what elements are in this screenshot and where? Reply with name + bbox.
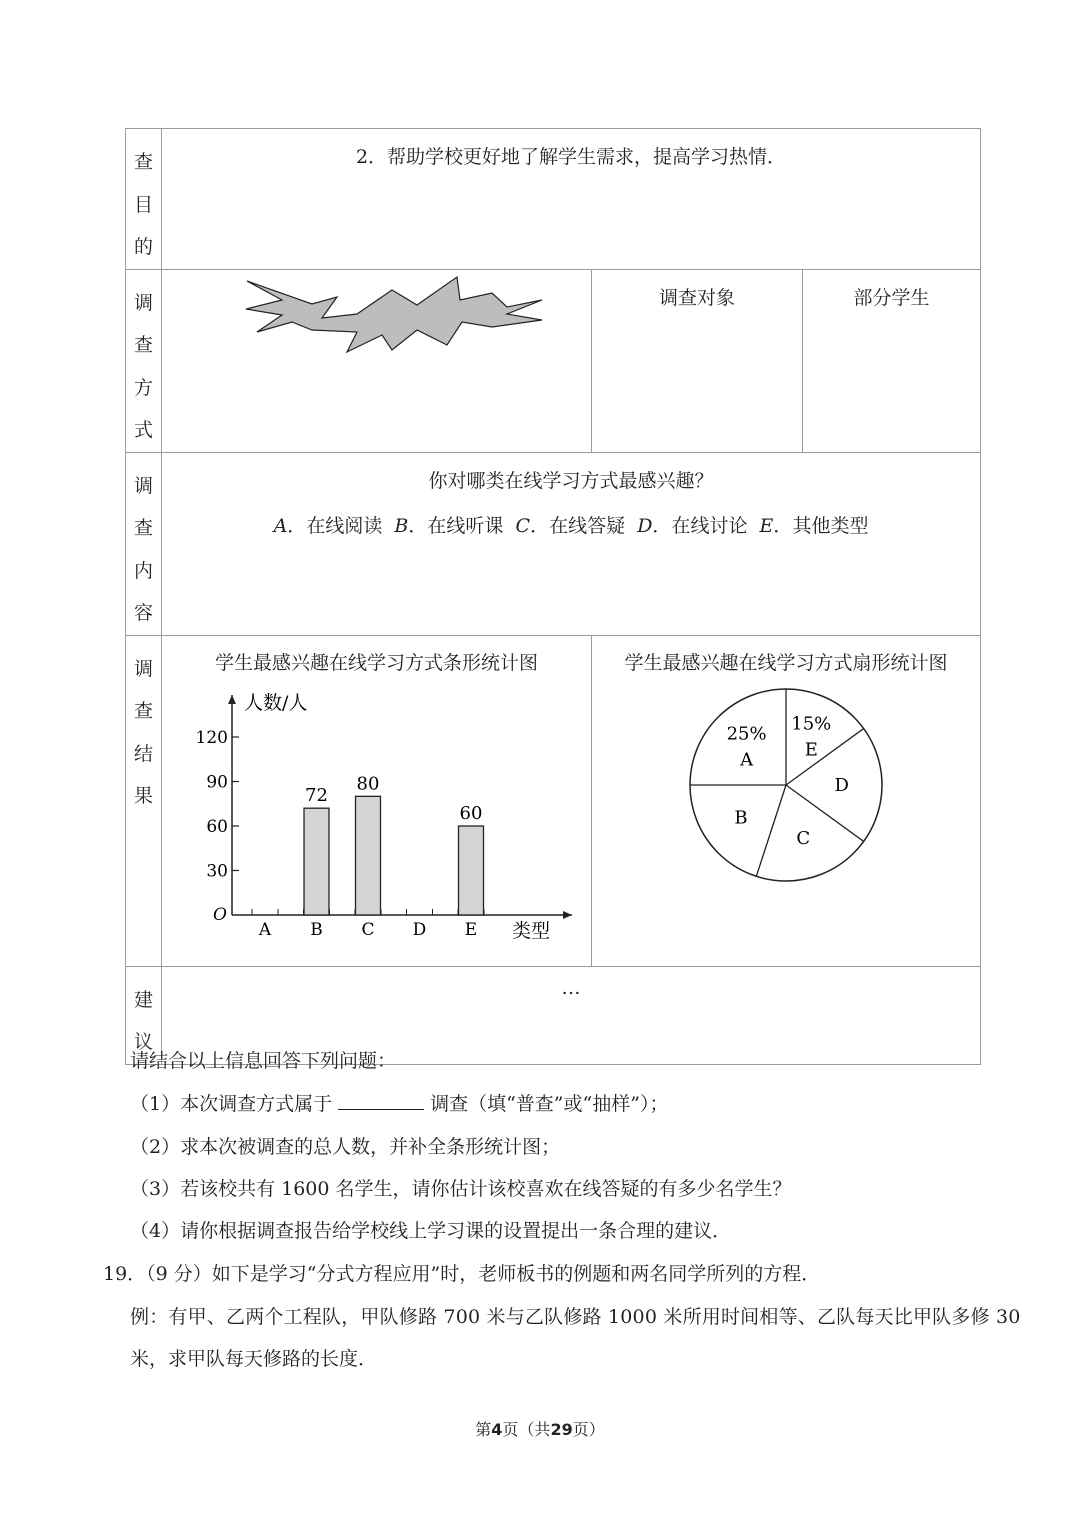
label-char: 的 xyxy=(133,236,153,258)
label-char: 查 xyxy=(133,517,153,539)
bar-chart xyxy=(162,675,592,955)
option-text: 其他类型 xyxy=(792,514,869,537)
options-line: A．在线阅读 B．在线听课 C．在线答疑 D．在线讨论 E．其他类型 xyxy=(273,514,869,537)
obscured-cell xyxy=(162,269,592,452)
purpose-text: 2．帮助学校更好地了解学生需求，提高学习热情． xyxy=(355,146,787,168)
row-label-method xyxy=(126,269,162,452)
row-method xyxy=(126,269,981,452)
y-tick-label: 60 xyxy=(206,816,228,837)
label-char: 式 xyxy=(133,419,153,441)
label-char: 查 xyxy=(133,334,153,356)
question-4: （4）请你根据调查报告给学校线上学习课的设置提出一条合理的建议． xyxy=(130,1220,732,1242)
row-results xyxy=(126,635,981,966)
questions-intro: 请结合以上信息回答下列问题： xyxy=(130,1050,397,1072)
label-char: 方 xyxy=(133,376,153,399)
x-tick-label: B xyxy=(310,919,323,940)
option-letter: E xyxy=(759,514,774,537)
suggestion-text: … xyxy=(561,976,581,999)
bar-B xyxy=(304,808,329,915)
y-tick-label: 30 xyxy=(206,861,228,881)
option-text: 在线听课 xyxy=(427,514,504,537)
example-line-1: 例：有甲、乙两个工程队，甲队修路 700 米与乙队修路 1000 米所用时间相等、乙队每天比甲队多修 30 xyxy=(130,1306,1021,1328)
bar-chart-cell xyxy=(162,635,592,966)
question-2: （2）求本次被调查的总人数，并补全条形统计图； xyxy=(130,1136,561,1158)
slice-label-A: A xyxy=(740,749,754,771)
option-text: 在线阅读 xyxy=(306,514,383,537)
origin-label: O xyxy=(213,904,227,925)
slice-label-C: C xyxy=(796,827,811,849)
footer-page-number: 4 xyxy=(491,1420,503,1439)
row-content xyxy=(126,452,981,635)
example-line-2: 米，求甲队每天修路的长度． xyxy=(130,1348,378,1370)
vertical-label xyxy=(126,270,161,452)
label-char: 查 xyxy=(133,151,153,173)
footer-total-pages: 29 xyxy=(550,1420,573,1439)
option-letter: C xyxy=(515,514,531,537)
option-text: 在线讨论 xyxy=(671,514,748,537)
label-char: 容 xyxy=(133,602,153,624)
bar-data-label: 60 xyxy=(459,802,483,824)
answer-blank[interactable] xyxy=(338,1091,424,1110)
question-3: （3）若该校共有 1600 名学生，请你估计该校喜欢在线答疑的有多少名学生？ xyxy=(130,1178,792,1200)
row-label-purpose xyxy=(126,129,162,270)
option-letter: D xyxy=(637,514,653,537)
footer-suffix: 页） xyxy=(572,1420,605,1439)
pie-chart-title: 学生最感兴趣在线学习方式扇形统计图 xyxy=(624,651,948,674)
x-tick-label: D xyxy=(412,919,427,940)
x-axis-arrow xyxy=(563,911,572,919)
x-axis-label: 类型 xyxy=(512,919,551,942)
question-1 xyxy=(130,1089,668,1116)
question-1-before: （1）本次调查方式属于 xyxy=(130,1093,333,1115)
option-letter: A xyxy=(273,514,288,537)
survey-table xyxy=(125,128,981,1065)
y-axis-arrow xyxy=(228,695,236,704)
x-tick-label: C xyxy=(361,919,375,940)
vertical-label xyxy=(126,453,161,635)
row-purpose xyxy=(126,129,981,270)
object-label: 调查对象 xyxy=(658,286,735,309)
option-text: 在线答疑 xyxy=(549,514,626,537)
label-char: 议 xyxy=(133,1031,153,1053)
slice-label-D: D xyxy=(834,774,849,796)
label-char: 建 xyxy=(133,988,153,1011)
x-tick-label: A xyxy=(258,919,272,940)
label-char: 调 xyxy=(133,291,153,314)
question-1-after: 调查（填“普查”或“抽样”）； xyxy=(430,1093,669,1115)
vertical-label xyxy=(126,636,161,818)
bar-data-label: 80 xyxy=(356,772,380,794)
label-char: 果 xyxy=(133,785,153,807)
bar-E xyxy=(459,826,484,915)
survey-question: 你对哪类在线学习方式最感兴趣？ xyxy=(428,469,714,492)
slice-percent-A: 25% xyxy=(726,723,767,745)
pie-chart xyxy=(592,675,981,955)
slice-label-E: E xyxy=(804,738,818,760)
slice-percent-E: 15% xyxy=(791,712,832,734)
label-char: 查 xyxy=(133,700,153,722)
object-value: 部分学生 xyxy=(853,286,930,309)
page-footer xyxy=(0,1417,1080,1440)
label-char: 目 xyxy=(133,193,153,216)
footer-prefix: 第 xyxy=(475,1420,492,1439)
y-tick-label: 90 xyxy=(206,772,228,792)
footer-mid: 页（共 xyxy=(502,1420,551,1439)
y-tick-label: 120 xyxy=(195,727,228,748)
question-19: 19．（9 分）如下是学习“分式方程应用”时，老师板书的例题和两名同学所列的方程． xyxy=(103,1263,821,1285)
bar-C xyxy=(356,796,381,915)
ink-blot-image xyxy=(162,270,592,360)
row-label-results xyxy=(126,635,162,966)
pie-chart-cell xyxy=(592,635,981,966)
x-tick-label: E xyxy=(464,919,478,940)
bar-chart-title: 学生最感兴趣在线学习方式条形统计图 xyxy=(214,651,538,674)
label-char: 调 xyxy=(133,657,153,680)
y-axis-label: 人数/人 xyxy=(244,691,308,714)
vertical-label xyxy=(126,129,161,269)
row-label-content xyxy=(126,452,162,635)
label-char: 调 xyxy=(133,474,153,497)
label-char: 内 xyxy=(133,559,153,582)
slice-label-B: B xyxy=(734,807,748,829)
label-char: 结 xyxy=(133,742,153,765)
option-letter: B xyxy=(394,514,409,537)
ink-blot-shape xyxy=(246,277,542,352)
bar-data-label: 72 xyxy=(305,784,328,806)
